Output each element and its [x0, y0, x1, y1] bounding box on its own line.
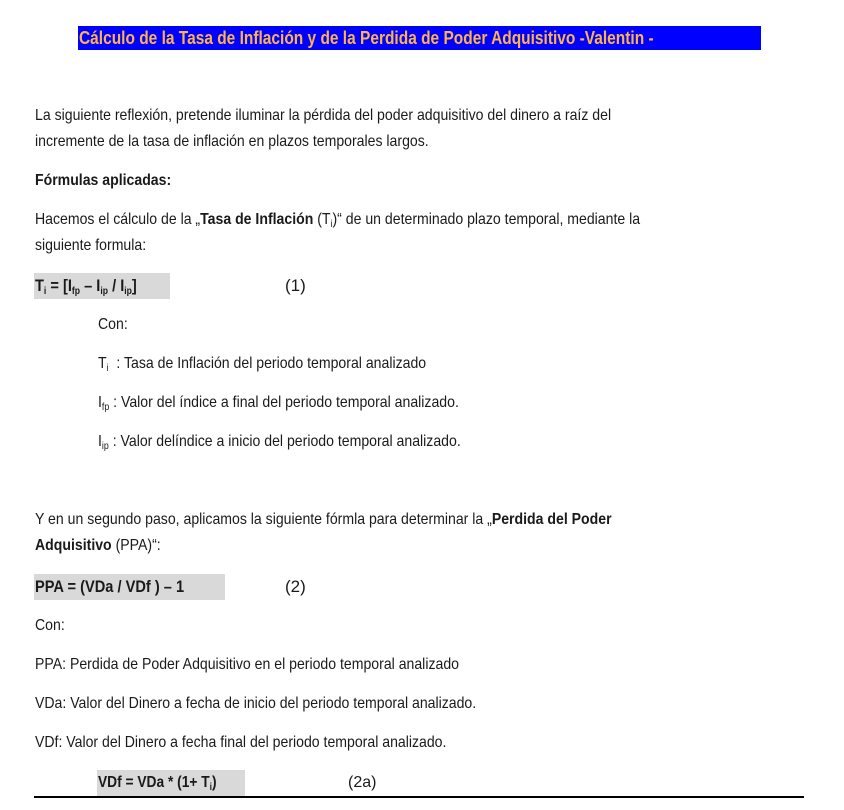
paragraph-ppa-line-2: Adquisitivo (PPA)“: — [35, 537, 161, 554]
section-heading: Fórmulas aplicadas: — [35, 172, 172, 189]
def-ifp: $I_{fp}$ : Valor del índice a final del periodo temporal analizado. — [98, 394, 459, 413]
intro-line-1: La siguiente reflexión, pretende iluminar la pérdida del poder adquisitivo del dinero a raíz del — [35, 107, 612, 124]
formula-1: $T_i = [I_{fp} - I_{ip} / I_{ip}]$ — [34, 273, 170, 299]
formula-2-number: (2) — [285, 577, 306, 596]
formula-2: PPA = (VDa / VDf ) – 1 — [34, 574, 225, 600]
document-title: Cálculo de la Tasa de Inflación y de la Perdida de Poder Adquisitivo -Valentin - — [78, 26, 761, 50]
paragraph-inflation-line-2: siguiente formula: — [35, 237, 147, 254]
formula-2a-number: (2a) — [348, 774, 377, 791]
def-vda: VDa: Valor del Dinero a fecha de inicio del periodo temporal analizado. — [35, 695, 477, 712]
def-vdf: VDf: Valor del Dinero a fecha final del periodo temporal analizado. — [35, 734, 447, 751]
defs-2-con: Con: — [35, 617, 65, 634]
intro-line-2: incremente de la tasa de inflación en plazos temporales largos. — [35, 133, 429, 150]
formula-2a: VDf = VDa * $(1+ T_i)$ — [97, 770, 245, 796]
bottom-rule — [34, 796, 804, 798]
def-iip: $I_{ip}$ : Valor delíndice a inicio del periodo temporal analizado. — [98, 433, 461, 452]
def-ppa: PPA: Perdida de Poder Adquisitivo en el periodo temporal analizado — [35, 656, 459, 673]
def-ti: $T_i$ : Tasa de Inflación del periodo temporal analizado — [98, 355, 427, 374]
defs-1-con: Con: — [98, 316, 128, 333]
formula-1-number: (1) — [285, 276, 306, 295]
paragraph-inflation: Hacemos el cálculo de la „Tasa de Inflación $(T_i)“$ de un determinado plazo temporal, mediante la — [35, 211, 641, 230]
paragraph-ppa: Y en un segundo paso, aplicamos la siguiente fórmla para determinar la „Perdida del Poder — [35, 511, 612, 528]
